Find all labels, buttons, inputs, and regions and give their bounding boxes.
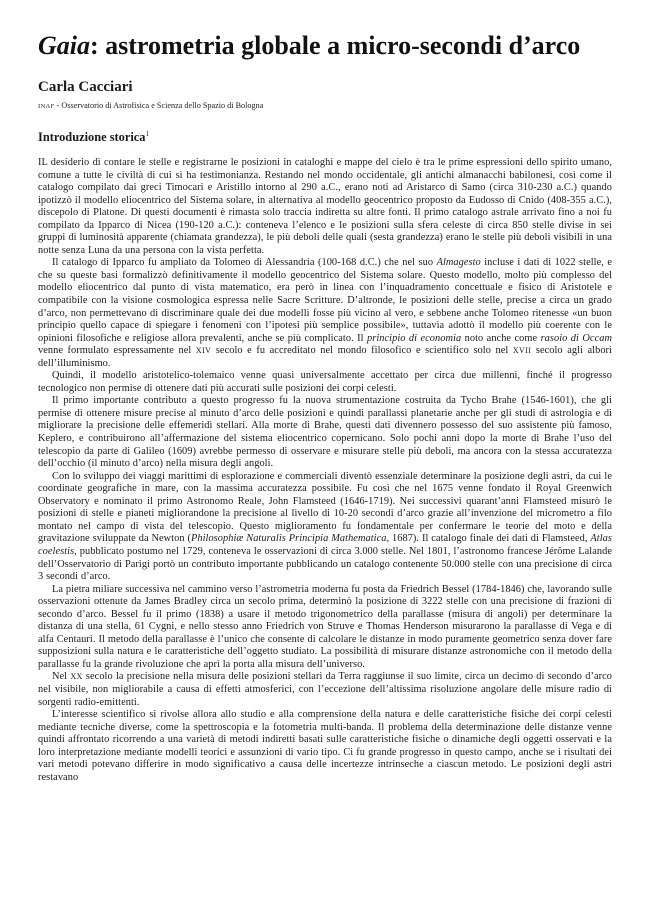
paragraph-7	[38, 671, 612, 709]
paragraph-2	[38, 257, 612, 370]
paragraph-5-text-c: , pubblicato postumo nel 1729, conteneva le osservazioni di circa 3.000 stelle. Nel 1801, l’astronomo francese Jérôme Lalande dell’Osservatorio di Parigi portò un contributo importante pubblicando un catalogo contenente 50.000 stelle con una precisione di circa 3 secondi d’arco.	[38, 545, 612, 583]
author-name: Carla Cacciari	[38, 79, 133, 95]
body-text	[38, 157, 612, 784]
affiliation-rest: - Osservatorio di Astrofisica e Scienza dello Spazio di Bologna	[54, 101, 264, 110]
paragraph-5	[38, 471, 612, 584]
paper-title	[38, 0, 612, 62]
paragraph-4: Il primo importante contributo a questo progresso fu la nuova strumentazione costruita da Tycho Brahe (1546-1601), che gli permise di ottenere misure precise al minuto d’arco delle posizioni e quindi parallassi planetarie anche per gli studi di astrologia e di migliorare la precisione delle effemeridi stellari. Alla morte di Brahe, questi dati divennero possesso del suo assistente più famoso, Keplero, e contribuirono all’affermazione del sistema eliocentrico copernicano. Solo pochi anni dopo la morte di Brahe l’uso del telescopio da parte di Galileo (1609) avrebbe permesso di osservare e misurare stelle più deboli, ma ancora con la stessa accuratezza dell’occhio (il minuto d’arco) nella misura degli angoli.	[38, 395, 612, 470]
paragraph-2-text-c: noto anche come	[461, 332, 541, 344]
century-roman-xvii: XVII	[512, 346, 532, 356]
paragraph-2-emph-b: principio di economia	[367, 332, 462, 344]
paragraph-5-text-a: Con lo sviluppo dei viaggi marittimi di esplorazione e commerciali diventò essenziale determinare la posizione degli astri, da cui le coordinate geografiche in mare, con la massima accuratezza possibile. Fu così che nel 1675 venne fondato il Royal Greenwich Observatory e nominato il primo Astronomo Reale, John Flamsteed (1646-1719). Nei successivi quarant’anni Flamsteed misurò le posizioni di stelle e pianeti migliorandone la precisione al livello di 10-20 secondi d’arco grazie all’invenzione del micrometro a filo montato nel campo di vista del telescopio. Questo miglioramento fu fondamentale per confermare le teorie del moto e della gravitazione sviluppate da Newton (	[38, 470, 612, 545]
author-affiliation	[38, 100, 612, 112]
paragraph-5-emph-b: Atlas coelestis	[38, 533, 612, 557]
section-heading	[38, 130, 612, 145]
paragraph-5-text-b: , 1687). Il catalogo finale dei dati di Flamsteed,	[386, 533, 591, 545]
paragraph-6: La pietra miliare successiva nel cammino verso l’astrometria moderna fu posta da Friedrich Bessel (1784-1846) che, lavorando sulle osservazioni ottenute da James Bradley circa un secolo prima, determinò la posizione di 3222 stelle con una precisione di frazioni di secondo d’arco. Bessel fu il primo (1838) a usare il metodo trigonometrico della parallasse (misura di angoli) per determinare la distanza di una stella, 61 Cygni, e nello stesso anno Friedrich von Struve e Thomas Henderson misurarono la parallasse di Vega e di alfa Centauri. Il metodo della parallasse è l’unico che consente di calcolare le distanze in modo puramente geometrico senza dover fare supposizioni sulla natura e le caratteristiche dell’oggetto studiato. La possibilità di misurare distanze astronomiche con il metodo della parallasse fu la grande rivoluzione che aprì la porta alla misura dell’universo.	[38, 583, 612, 670]
paragraph-2-text-e: secolo e fu accreditato nel mondo filosofico e scientifico solo nel	[211, 345, 513, 357]
paragraph-7-text-b: secolo la precisione nella misura delle posizioni stellari da Terra raggiunse il suo limite, circa un decimo di secondo d’arco nel visibile, non migliorabile a causa di effetti atmosferici, con l’eccezione dell’altissima risoluzione angolare delle misure radio di sorgenti radio-emittenti.	[38, 671, 612, 708]
paragraph-7-text-a: Nel	[52, 671, 71, 683]
paragraph-5-emph-a: Philosophiæ Naturalis Principia Mathematica	[190, 533, 387, 545]
paragraph-2-text-b: incluse i dati di 1022 stelle, e che su queste basi formalizzò definitivamente il modello geocentrico del Sistema solare. Questo modello, molto più complesso del modello eliocentrico dal punto di vista matematico, era però in linea con l’inquadramento concettuale e fisico di Aristotele e compatibile con la visione cosmologica espressa nelle Sacre Scritture. D’altronde, le posizioni delle stelle, precise a circa un grado d’arco, non permettevano di discriminare quale dei due modelli fosse più vicino al vero, e sebbene anche Tolomeo ritenesse «un buon principio quello capace di spiegare i fenomeni con l’ipotesi più semplice possibile», tuttavia adottò il modello più coerente con le opinioni filosofiche e religiose allora prevalenti, anche se più complicato. Il	[38, 257, 612, 344]
footnote-mark: 1	[145, 130, 149, 138]
paragraph-8: L’interesse scientifico si rivolse allora allo studio e alla comprensione della natura e delle caratteristiche fisiche dei corpi celesti mediante tecniche diverse, come la spettroscopia e la fotometria multi-banda. Il problema della determinazione delle distanze venne quindi affrontato ricorrendo a una varietà di metodi indiretti basati sulle caratteristiche fisiche o dinamiche degli oggetti osservati e la loro interpretazione mediante modelli teorici e assunzioni di vario tipo. Ci fu grande progresso in questo campo, anche se i risultati dei vari metodi potevano differire in modo significativo a causa delle incertezze intrinseche a ciascun metodo. Le posizioni degli astri restavano	[38, 709, 612, 783]
century-roman-xx: XX	[70, 672, 83, 682]
paragraph-2-emph-a: Almagesto	[436, 257, 481, 269]
paragraph-1-text: desiderio di contare le stelle e registrarne le posizioni in cataloghi e mappe del cielo è tra le prime espressioni dello spirito umano, comune a tutte le civiltà di cui si ha testimonianza. Restando nel mondo occidentale, gli antichi almanacchi babilonesi, così come il catalogo compilato dai greci Timocari e Aristillo intorno al 290 a.C., erano noti ad Aristarco di Samo (circa 310-230 a.C.) quando ipotizzò il modello eliocentrico del Sistema solare, in alternativa al modello geocentrico proposto da Eudosso di Cnido (408-355 a.C.), discepolo di Platone. Di questi documenti è rimasta solo traccia indiretta su altre fonti. Il primo catalogo astrale arrivato fino a noi fu compilato da Ipparco di Nicea (190-120 a.C.): conteneva l’elenco e le posizioni sulla sfera celeste di circa 850 stelle divise in sei gruppi di luminosità apparente (chiamata grandezza), le più deboli delle quali (sesta grandezza) erano le stelle più deboli visibili in una notte senza Luna da una persona con la vista perfetta.	[38, 157, 612, 256]
paragraph-2-text-d: venne formulato espressamente nel	[38, 345, 196, 357]
paragraph-2-text-f: secolo agli albori dell’illuminismo.	[38, 345, 612, 369]
paragraph-3: Quindi, il modello aristotelico-tolemaico venne quasi universalmente accettato per circa due millenni, finché il progresso tecnologico non permise di ottenere dati più accurati sulle posizioni dei corpi celesti.	[38, 370, 612, 394]
title-emph: Gaia	[38, 31, 90, 60]
paragraph-2-text-a: Il catalogo di Ipparco fu ampliato da Tolomeo di Alessandria (100-168 d.C.) che nel suo	[52, 257, 437, 269]
affiliation-org: INAF	[38, 103, 55, 110]
section-heading-text: Introduzione storica	[38, 130, 146, 144]
title-rest: : astrometria globale a micro-secondi d’arco	[90, 31, 581, 60]
century-roman-xiv: XIV	[195, 346, 212, 356]
paragraph-1	[38, 157, 612, 257]
dropcap: IL	[38, 157, 48, 168]
paragraph-2-emph-c: rasoio di Occam	[540, 332, 612, 344]
